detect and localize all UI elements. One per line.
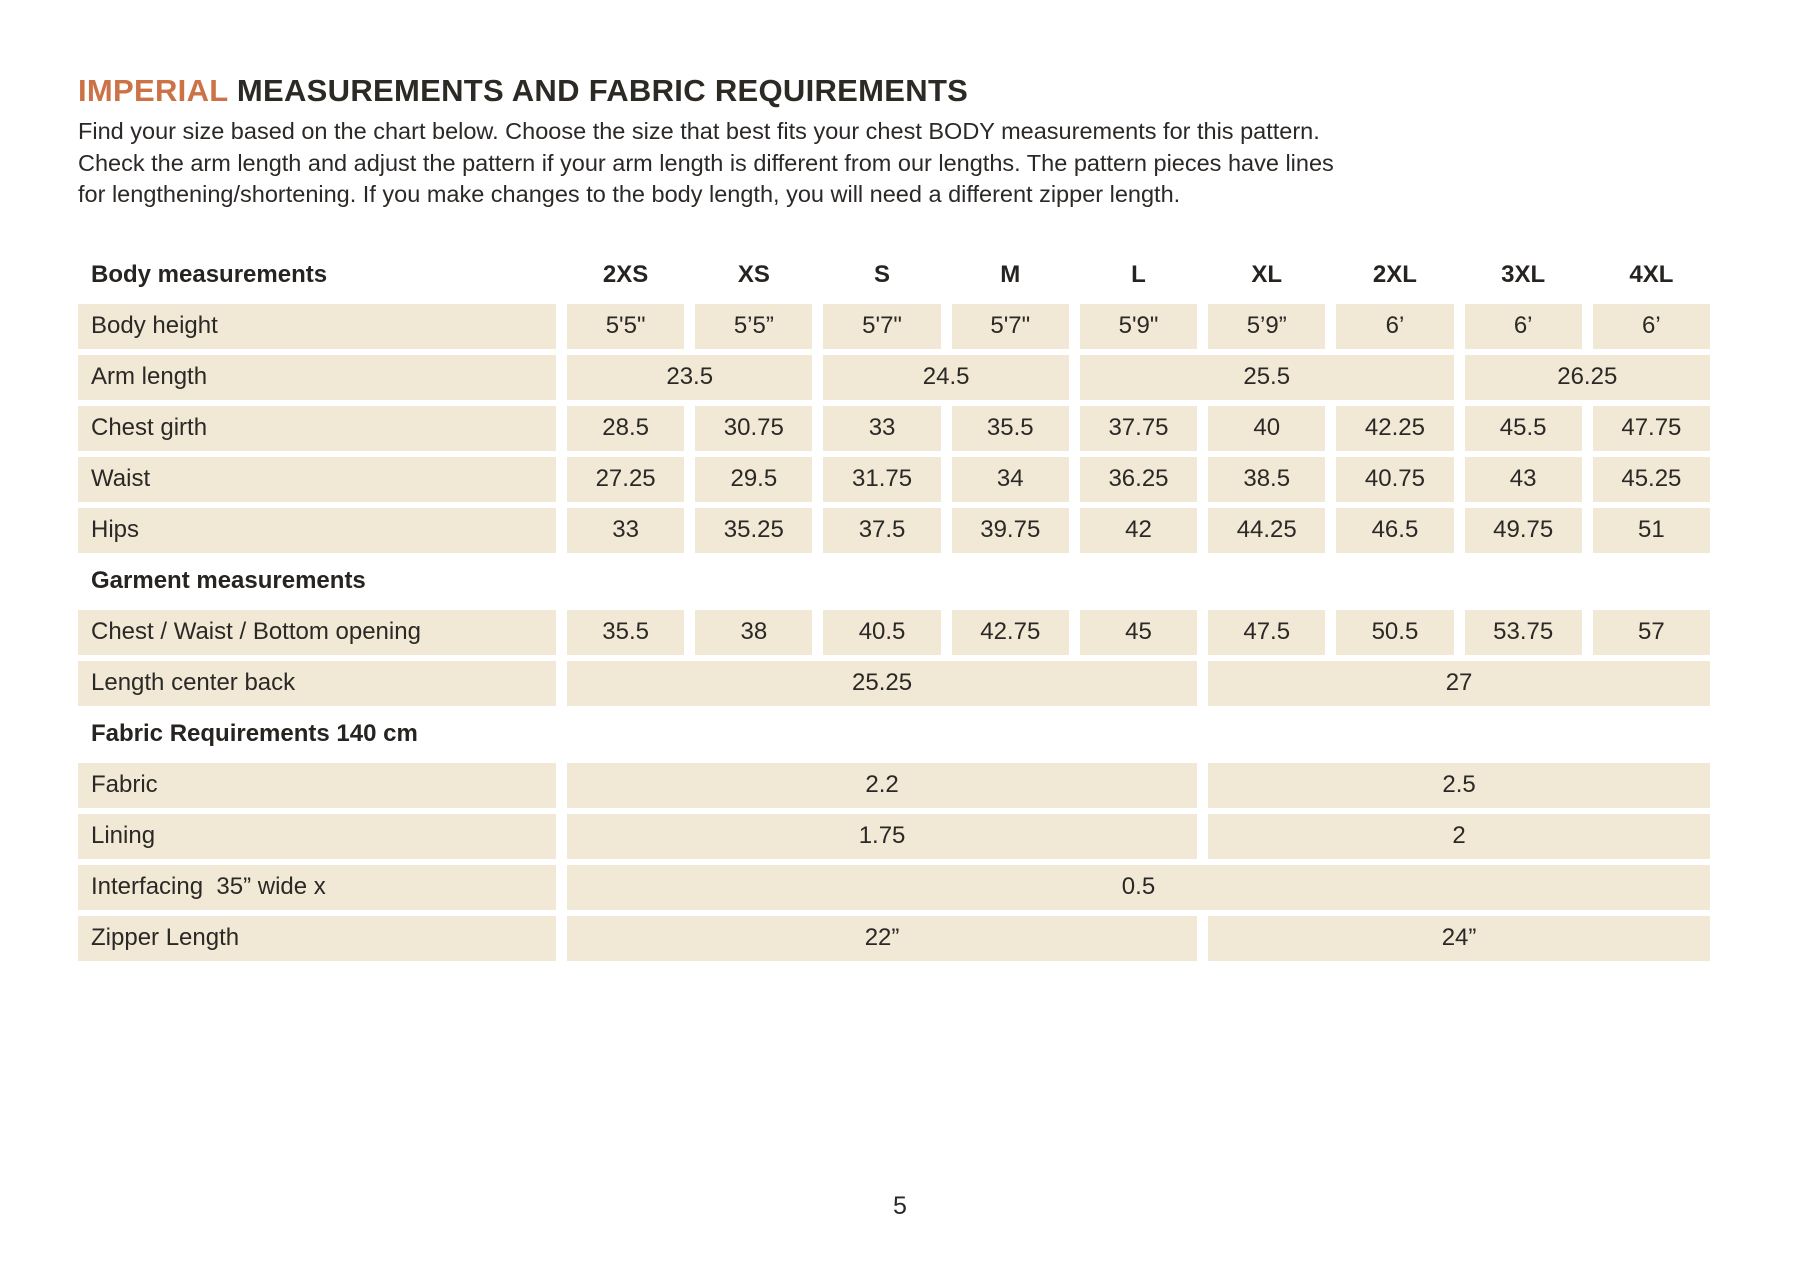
table-cell: 2.5: [1208, 763, 1710, 808]
table-cell: 51: [1593, 508, 1710, 553]
row-label: Waist: [78, 457, 556, 502]
table-cell: 22”: [567, 916, 1197, 961]
table-cell: 6’: [1336, 304, 1453, 349]
table-cell: 44.25: [1208, 508, 1325, 553]
table-cell: 45.25: [1593, 457, 1710, 502]
row-label: Hips: [78, 508, 556, 553]
row-label: Chest girth: [78, 406, 556, 451]
column-header-size-2xs: 2XS: [602, 261, 649, 288]
table-cell: 35.25: [695, 508, 812, 553]
row-label: Arm length: [78, 355, 556, 400]
table-cell: 2: [1208, 814, 1710, 859]
table-cell: 24.5: [823, 355, 1068, 400]
table-cell: 35.5: [952, 406, 1069, 451]
table-cell: 39.75: [952, 508, 1069, 553]
row-label: Length center back: [78, 661, 556, 706]
table-cell: 0.5: [567, 865, 1710, 910]
table-cell: 53.75: [1465, 610, 1582, 655]
intro-paragraph: [78, 116, 1710, 211]
column-header-size-3xl: 3XL: [1501, 261, 1546, 288]
column-header-size-2xl: 2XL: [1372, 261, 1417, 288]
intro-line: Check the arm length and adjust the pattern if your arm length is different from our lengths. The pattern pieces have lines: [78, 149, 1334, 176]
row-label: Interfacing 35” wide x: [78, 865, 556, 910]
table-cell: 25.25: [567, 661, 1197, 706]
intro-line: Find your size based on the chart below. Choose the size that best fits your chest BODY measurements for this pattern.: [78, 118, 1320, 144]
row-label: Lining: [78, 814, 556, 859]
column-header-size-m: M: [1000, 261, 1021, 288]
table-cell: 47.5: [1208, 610, 1325, 655]
column-header-size-4xl: 4XL: [1629, 261, 1674, 288]
table-cell: 49.75: [1465, 508, 1582, 553]
table-cell: 45: [1080, 610, 1197, 655]
table-cell: 25.5: [1080, 355, 1454, 400]
row-label: Body height: [78, 304, 556, 349]
page-title: [78, 74, 1710, 108]
table-cell: 33: [823, 406, 940, 451]
table-cell: 5'7": [823, 304, 940, 349]
table-cell: 6’: [1465, 304, 1582, 349]
table-cell: 27: [1208, 661, 1710, 706]
row-label: Chest / Waist / Bottom opening: [78, 610, 556, 655]
intro-line: for lengthening/shortening. If you make changes to the body length, you will need a different zipper length.: [78, 181, 1181, 207]
table-cell: 28.5: [567, 406, 684, 451]
table-cell: 27.25: [567, 457, 684, 502]
table-cell: 31.75: [823, 457, 940, 502]
table-cell: 29.5: [695, 457, 812, 502]
table-cell: 57: [1593, 610, 1710, 655]
table-cell: 38.5: [1208, 457, 1325, 502]
column-header-size-xl: XL: [1251, 261, 1283, 288]
table-cell: 33: [567, 508, 684, 553]
table-cell: 38: [695, 610, 812, 655]
table-cell: 47.75: [1593, 406, 1710, 451]
column-header-body-measurements: Body measurements: [91, 261, 328, 288]
table-cell: 2.2: [567, 763, 1197, 808]
column-header-size-l: L: [1131, 261, 1146, 288]
page-number: 5: [893, 1192, 907, 1220]
table-cell: 1.75: [567, 814, 1197, 859]
table-cell: 40.75: [1336, 457, 1453, 502]
table-cell: 45.5: [1465, 406, 1582, 451]
table-cell: 40.5: [823, 610, 940, 655]
table-cell: 37.75: [1080, 406, 1197, 451]
table-cell: 50.5: [1336, 610, 1453, 655]
section-header: Garment measurements: [91, 567, 366, 594]
table-cell: 5'9": [1080, 304, 1197, 349]
column-header-size-xs: XS: [737, 261, 770, 288]
page-title-highlight: IMPERIAL: [78, 73, 228, 108]
table-cell: 5’9”: [1208, 304, 1325, 349]
column-header-size-s: S: [874, 261, 891, 288]
table-cell: 36.25: [1080, 457, 1197, 502]
section-header: Fabric Requirements 140 cm: [91, 720, 418, 747]
row-label: Fabric: [78, 763, 556, 808]
row-label: Zipper Length: [78, 916, 556, 961]
table-cell: 5'7": [952, 304, 1069, 349]
table-cell: 26.25: [1465, 355, 1710, 400]
table-cell: 42: [1080, 508, 1197, 553]
table-cell: 24”: [1208, 916, 1710, 961]
table-cell: 5’5”: [695, 304, 812, 349]
table-cell: 40: [1208, 406, 1325, 451]
table-cell: 46.5: [1336, 508, 1453, 553]
table-cell: 43: [1465, 457, 1582, 502]
table-cell: 5'5": [567, 304, 684, 349]
table-cell: 42.25: [1336, 406, 1453, 451]
table-cell: 42.75: [952, 610, 1069, 655]
table-cell: 35.5: [567, 610, 684, 655]
table-cell: 6’: [1593, 304, 1710, 349]
table-cell: 23.5: [567, 355, 812, 400]
page-content: [78, 74, 1710, 961]
table-cell: 34: [952, 457, 1069, 502]
table-cell: 37.5: [823, 508, 940, 553]
size-table: [78, 253, 1710, 961]
table-cell: 30.75: [695, 406, 812, 451]
page-title-rest: MEASUREMENTS AND FABRIC REQUIREMENTS: [227, 73, 969, 108]
